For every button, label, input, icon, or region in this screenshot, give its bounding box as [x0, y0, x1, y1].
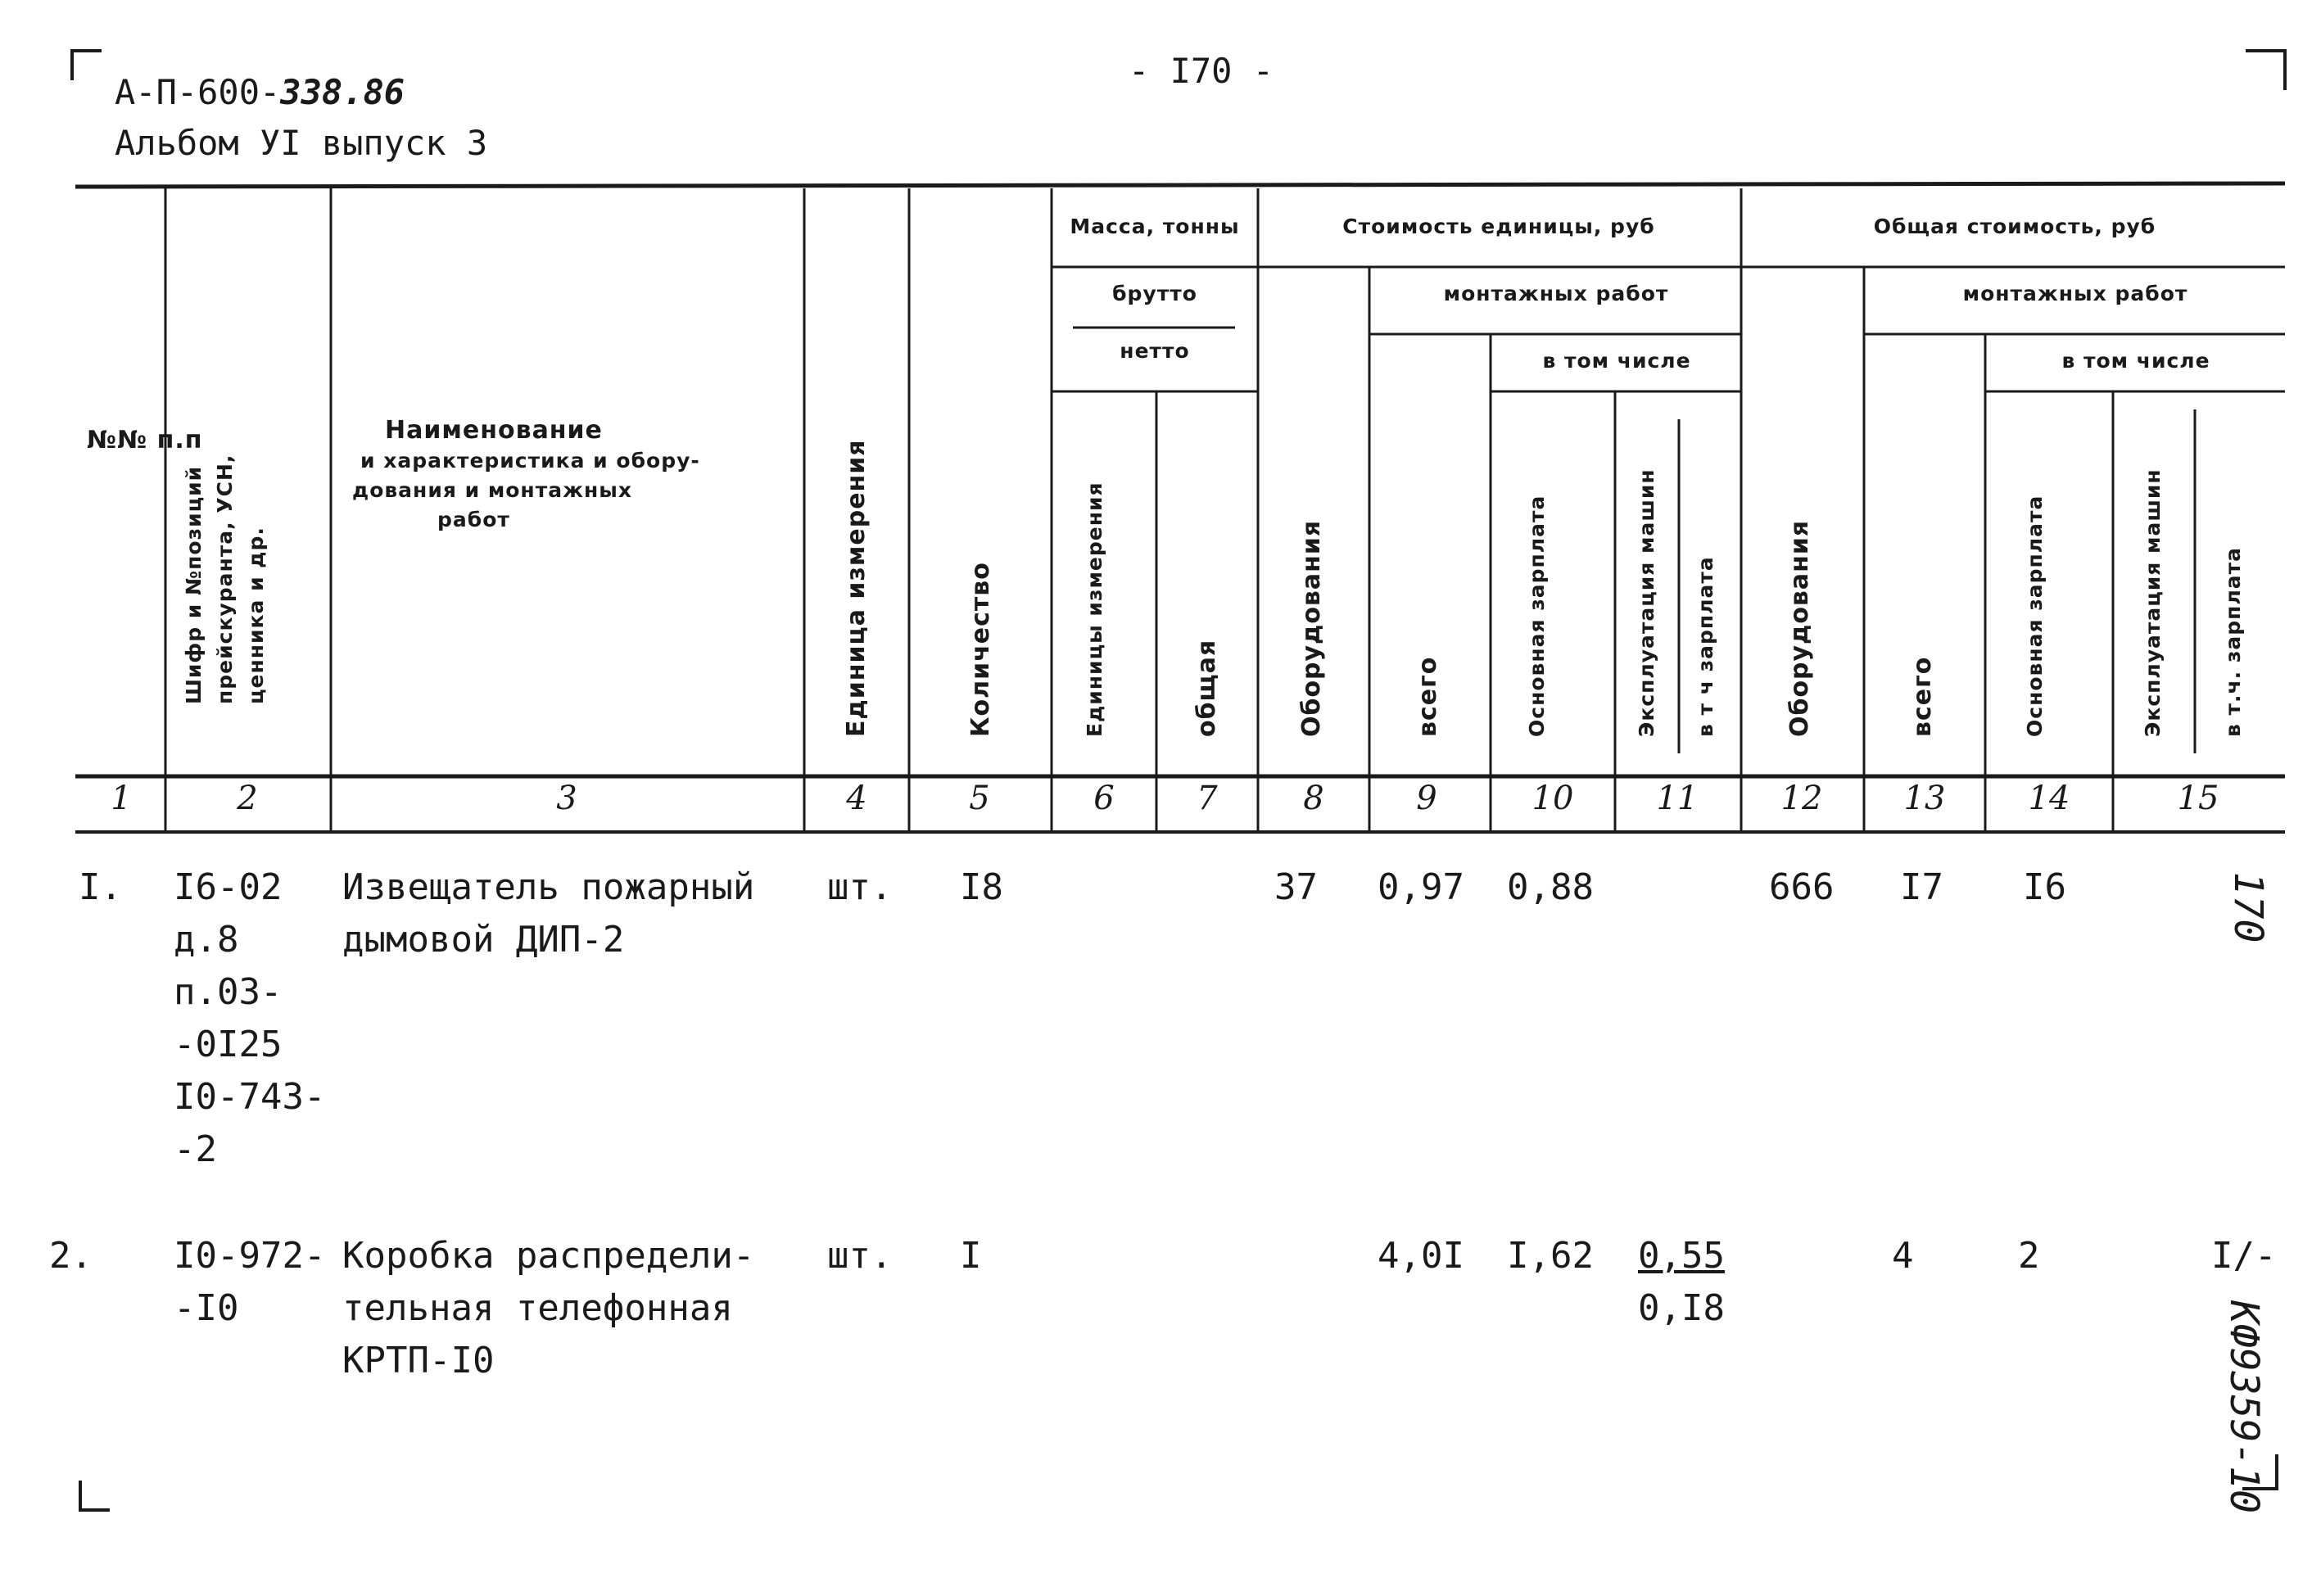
unit-cost-mont-header: монтажных работ	[1443, 282, 1669, 305]
row2-col15: I/-	[2211, 1235, 2277, 1277]
col-header-10: Основная зарплата	[1525, 495, 1549, 737]
col-header-13: всего	[1908, 656, 1937, 737]
row2-name: Коробка распредели- тельная телефонная КРТП-I0	[342, 1235, 755, 1381]
col-header-15a: Эксплуатация машин	[2141, 468, 2165, 737]
col-header-2-line3: ценника и др.	[244, 527, 268, 704]
stamp-text: КФ9359-10	[2221, 1300, 2267, 1514]
col-header-3-line2: и характеристика и обору-	[360, 449, 700, 472]
col-header-15b: в т.ч. зарплата	[2221, 547, 2245, 737]
row2-base-wage-unit: I,62	[1507, 1235, 1594, 1277]
col-header-3-line3: дования и монтажных	[352, 478, 632, 502]
row1-total-total: I7	[1900, 866, 1943, 908]
row1-base-wage-unit: 0,88	[1507, 866, 1594, 908]
col-number-3: 3	[556, 780, 577, 817]
col-number-12: 12	[1780, 780, 1823, 817]
total-cost-group-header: Общая стоимость, руб	[1873, 215, 2156, 238]
mass-brutto: брутто	[1112, 282, 1197, 305]
row1-equip-unit: 37	[1274, 866, 1318, 908]
col-number-15: 15	[2177, 780, 2219, 817]
col-header-8: Оборудования	[1297, 519, 1326, 737]
row2-total-total: 2	[2018, 1235, 2040, 1277]
col-header-12: Оборудования	[1785, 519, 1814, 737]
row2-total-unit: 4,0I	[1378, 1235, 1464, 1277]
row1-code: I6-02 д.8 п.03- -0I25 I0-743- -2	[174, 866, 326, 1170]
row2-code: I0-972- -I0	[174, 1235, 326, 1329]
col-number-14: 14	[2028, 780, 2070, 817]
col-header-1: №№ п.п	[87, 426, 203, 454]
album-title: Альбом УI выпуск 3	[115, 123, 488, 163]
col-header-14: Основная зарплата	[2023, 495, 2047, 737]
unit-cost-vtom-header: в том числе	[1542, 349, 1691, 373]
mass-group-header: Масса, тонны	[1070, 215, 1240, 238]
total-cost-mont-header: монтажных работ	[1962, 282, 2188, 305]
col-number-9: 9	[1416, 780, 1437, 817]
total-cost-vtom-header: в том числе	[2061, 349, 2210, 373]
col-header-4: Единица измерения	[842, 439, 871, 737]
col-header-9: всего	[1414, 656, 1442, 737]
document-code: А-П-600-338.86	[115, 72, 405, 112]
col-header-6: Единицы измерения	[1083, 482, 1106, 737]
row1-equip-total: 666	[1769, 866, 1835, 908]
row1-unit: шт.	[827, 866, 893, 908]
row1-number: I.	[79, 866, 122, 908]
col-number-5: 5	[969, 780, 990, 817]
row1-name: Извещатель пожарный дымовой ДИП-2	[342, 866, 755, 961]
col-number-2: 2	[237, 780, 258, 817]
col-header-3-line4: работ	[437, 508, 510, 531]
document-code-handwritten: 338.86	[280, 72, 405, 112]
row1-base-wage-total: I6	[2023, 866, 2066, 908]
col-number-4: 4	[846, 780, 867, 817]
page-number: - I70 -	[1129, 51, 1274, 91]
col-number-1: 1	[111, 780, 132, 817]
col-number-6: 6	[1093, 780, 1115, 817]
col-number-8: 8	[1303, 780, 1324, 817]
col-header-5: Количество	[966, 562, 995, 737]
row2-number: 2.	[49, 1235, 93, 1277]
col-number-11: 11	[1656, 780, 1699, 817]
row2-machine-unit: 0,55	[1638, 1235, 1725, 1277]
col-header-3-title: Наименование	[385, 416, 603, 445]
col-header-11b: в т ч зарплата	[1694, 556, 1717, 737]
col-number-7: 7	[1197, 780, 1218, 817]
unit-cost-group-header: Стоимость единицы, руб	[1342, 215, 1655, 238]
col-number-13: 13	[1903, 780, 1946, 817]
col-number-10: 10	[1531, 780, 1574, 817]
row1-total-unit: 0,97	[1378, 866, 1464, 908]
row1-qty: I8	[960, 866, 1003, 908]
row2-equip-total: 4	[1892, 1235, 1914, 1277]
col-header-2-line1: Шифр и №позиций	[182, 465, 206, 704]
col-header-2-line2: прейскуранта, УСН,	[213, 454, 237, 704]
col-header-7: общая	[1192, 639, 1221, 737]
handwritten-page-number: 170	[2225, 871, 2271, 943]
row2-machine-wage-unit: 0,I8	[1638, 1287, 1725, 1329]
row2-qty: I	[960, 1235, 982, 1277]
row2-unit: шт.	[827, 1235, 893, 1277]
mass-netto: нетто	[1120, 339, 1190, 363]
col-header-11a: Эксплуатация машин	[1635, 468, 1658, 737]
